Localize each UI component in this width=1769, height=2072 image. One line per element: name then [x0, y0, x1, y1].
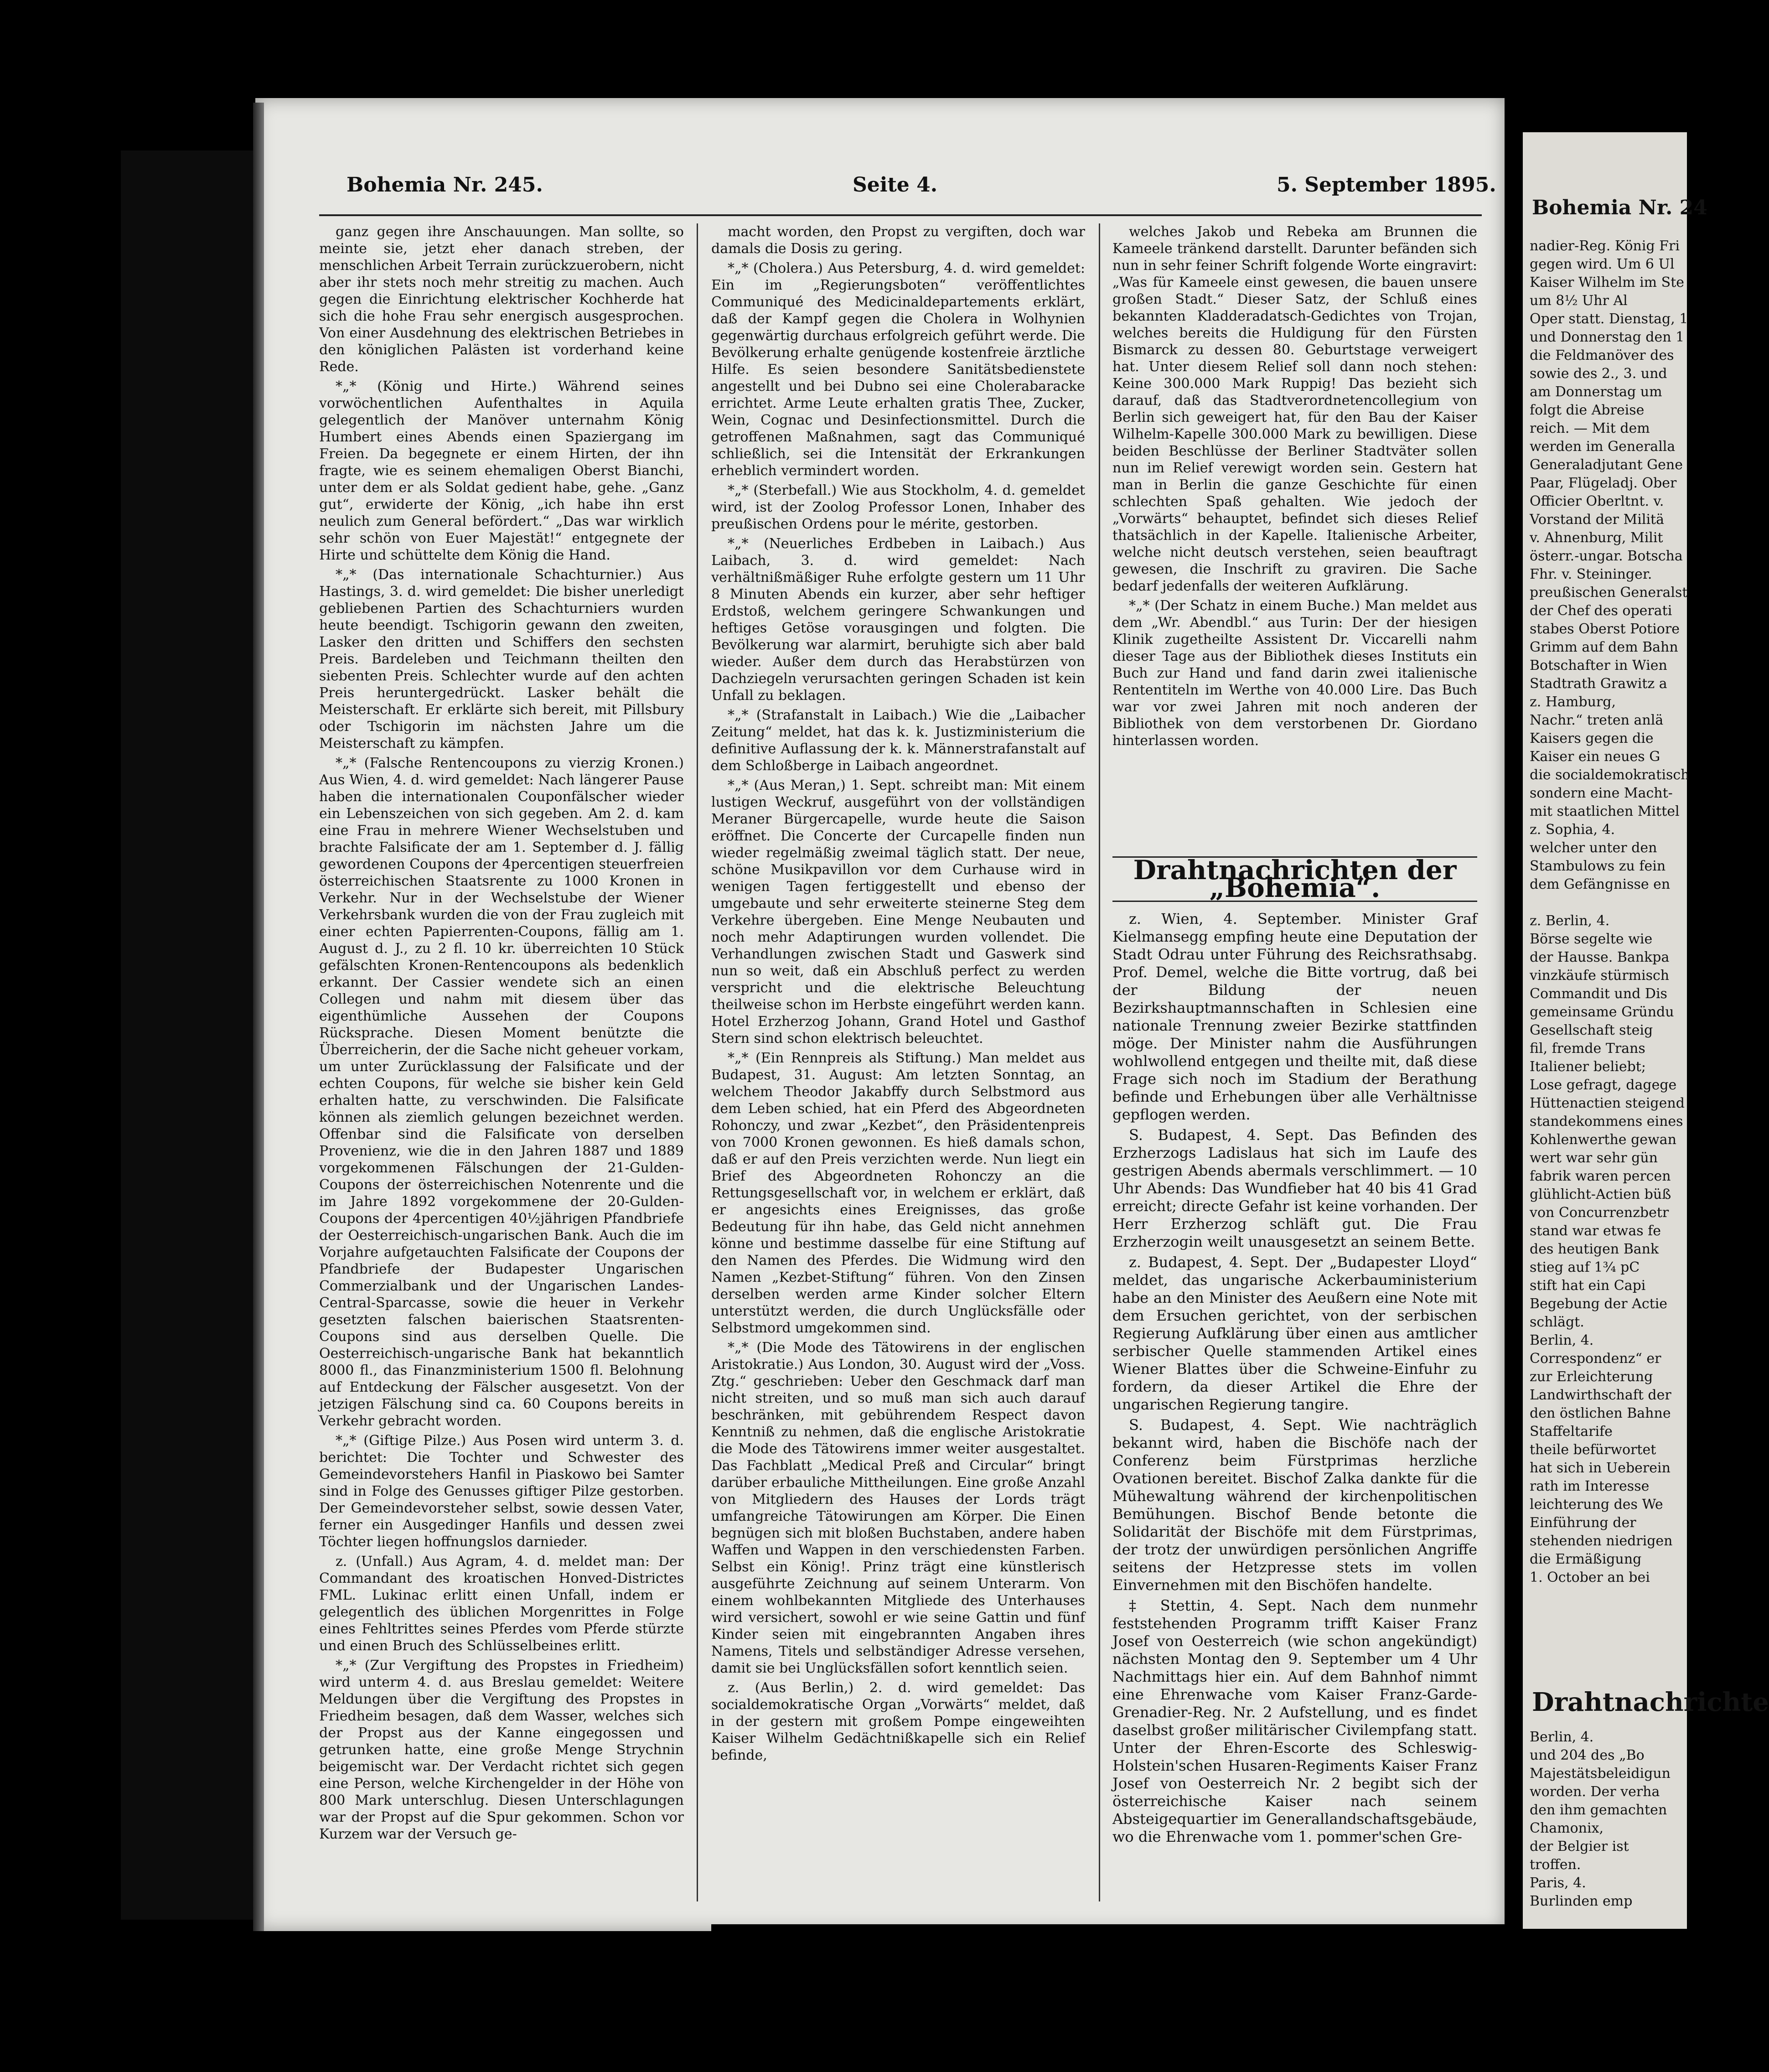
header-date: 5. September 1895.	[1277, 173, 1496, 197]
next-page-line: vinzkäufe stürmisch	[1530, 968, 1670, 984]
dispatch-paragraph: S. Budapest, 4. Sept. Das Befinden des Erzherzogs Ladislaus hat sich im Laufe des gestrigen Abends abermals verschlimmert. — 10 Uhr Abends: Das Wundfieber hat 40 bis 41 Grad erreicht; directe Gefahr ist keine vorhanden. Der Herr Erzherzog schläft gut. Die Frau Erzherzogin weilt unausgesetzt an seinem Bette.	[1112, 1126, 1477, 1250]
next-page-line: gegen wird. Um 6 Ul	[1530, 256, 1675, 272]
next-page-line: z. Hamburg,	[1530, 694, 1616, 710]
next-page-line: z. Sophia, 4.	[1530, 822, 1615, 838]
next-page-line: dem Gefängnisse en	[1530, 876, 1671, 892]
next-page-line: der Belgier ist	[1530, 1839, 1629, 1854]
next-page-line: Vorstand der Militä	[1530, 512, 1664, 528]
article-paragraph: *„* (Zur Vergiftung des Propstes in Friedheim) wird unterm 4. d. aus Breslau gemeldet: Weitere Meldungen über die Vergiftung des Propstes in Friedheim besagen, daß dem Wasser, welches sich der Propst aus der Kanne eingegossen und getrunken hatte, eine große Menge Strychnin beigemischt war. Der Verdacht richtet sich gegen eine Person, welche Kirchengelder in der Höhe von 800 Mark unterschlug. Diesen Unterschlagungen war der Propst auf die Spur gekommen. Schon vor Kurzem war der Versuch ge-	[319, 1658, 684, 1842]
next-page-line: Kaiser Wilhelm im Ste	[1530, 275, 1685, 290]
next-page-line: nadier-Reg. König Fri	[1530, 238, 1680, 254]
next-page-line: reich. — Mit dem	[1530, 420, 1650, 436]
next-page-line: Stambulows zu fein	[1530, 858, 1666, 874]
next-page-line: österr.-ungar. Botscha	[1530, 548, 1683, 564]
next-page-line: Kohlenwerthe gewan	[1530, 1132, 1676, 1148]
next-page-line: fabrik waren percen	[1530, 1168, 1671, 1184]
next-page-line: Correspondenz“ er	[1530, 1351, 1661, 1367]
next-page-line: 1. October an bei	[1530, 1570, 1650, 1585]
next-page-dispatch-heading: Drahtnachrichte	[1532, 1687, 1769, 1717]
next-page-line: den östlichen Bahne	[1530, 1405, 1671, 1421]
article-paragraph: *„* (Das internationale Schachturnier.) Aus Hastings, 3. d. wird gemeldet: Die bisher unerledigt gebliebenen Partien des Schachturniers wurden heute beendigt. Tschigorin gewann den zweiten, Lasker den dritten und Schiffers den sechsten Preis. Bardeleben und Teichmann theilten den siebenten Preis. Schlechter wurde auf den achten Preis heruntergedrückt. Lasker behält die Meisterschaft. Er erklärte sich bereit, mit Pillsbury oder Tschigorin im nächsten Jahre um die Meisterschaft zu kämpfen.	[319, 567, 684, 751]
next-page-line: z. Berlin, 4.	[1530, 913, 1610, 929]
next-page-line	[1530, 894, 1678, 912]
next-page-line: wert war sehr gün	[1530, 1150, 1658, 1166]
next-page-line: Burlinden emp	[1530, 1893, 1633, 1909]
dispatch-paragraph: S. Budapest, 4. Sept. Wie nachträglich bekannt wird, haben die Bischöfe nach der Conferenz beim Fürstprimas herzliche Ovationen bereitet. Bischof Zalka dankte für die Mühewaltung während der kirchenpolitischen Bemühungen. Bischof Bende betonte die Solidarität der Bischöfe mit dem Fürstprimas, der trotz der unwürdigen persönlichen Angriffe seitens der Hetzpresse stets im vollen Einvernehmen mit den Bischöfen handelte.	[1112, 1416, 1477, 1594]
dispatch-paragraph: z. Wien, 4. September. Minister Graf Kielmansegg empfing heute eine Deputation der Stadt Odrau unter Führung des Reichsrathsabg. Prof. Demel, welche die Bitte vortrug, daß bei der Bildung der neuen Bezirkshauptmannschaften in Schlesien eine nationale Trennung zweier Bezirke stattfinden möge. Der Minister nahm die Ausführungen wohlwollend entgegen und theilte mit, daß diese Frage sich noch im Stadium der Berathung befinde und Erhebungen über alle Verhältnisse gepflogen werden.	[1112, 910, 1477, 1123]
next-page-line: glühlicht-Actien büß	[1530, 1186, 1671, 1202]
next-page-line: theile befürwortet	[1530, 1442, 1656, 1458]
next-page-line: stabes Oberst Potiore	[1530, 621, 1680, 637]
article-paragraph: *„* (Giftige Pilze.) Aus Posen wird unterm 3. d. berichtet: Die Tochter und Schwester des Gemeindevorstehers Hanfil in Piaskowo bei Samter sind in Folge des Genusses giftiger Pilze gestorben. Der Gemeindevorsteher selbst, sowie dessen Vater, ferner ein Ausgedinger Hanfils und dessen zwei Töchter liegen hoffnungslos darnieder.	[319, 1433, 684, 1550]
next-page-line: Nachr.“ treten anlä	[1530, 712, 1664, 728]
next-page-line: am Donnerstag um	[1530, 384, 1662, 400]
next-page-line: hat sich in Ueberein	[1530, 1460, 1671, 1476]
next-page-line: Stadtrath Grawitz a	[1530, 676, 1667, 692]
article-paragraph: z. (Unfall.) Aus Agram, 4. d. meldet man: Der Commandant des kroatischen Honved-Districtes FML. Lukinac erlitt einen Unfall, indem er gelegentlich des üblichen Morgenrittes in Folge eines Fehltrittes seines Pferdes vom Pferde stürzte und einen Bruch des Schlüsselbeines erlitt.	[319, 1554, 684, 1654]
next-page-line: von Concurrenzbetr	[1530, 1205, 1669, 1221]
next-page-line: Börse segelte wie	[1530, 931, 1653, 947]
article-column-1	[319, 223, 684, 1920]
article-paragraph: welches Jakob und Rebeka am Brunnen die Kameele tränkend darstellt. Darunter befänden sich nun in sehr feiner Schrift folgende Worte eingravirt: „Was für Kameele einst gewesen, die bauen unsere großen Stadt.“ Dieser Satz, der Schluß eines bekannten Kladderadatsch-Gedichtes von Trojan, welches bereits die Huldigung für den Fürsten Bismarck zu dessen 80. Geburtstage verweigert hat. Unter diesem Relief soll dann noch stehen: Keine 300.000 Mark Ruppig! Das bezieht sich darauf, daß das Stadtverordnetencollegium von Berlin sich geweigert hat, für den Bau der Kaiser Wilhelm-Kapelle 300.000 Mark zu bewilligen. Diese beiden Beschlüsse der Berliner Stadtväter sollen nun im Relief verewigt worden sein. Gestern hat man in Berlin die ganze Geschichte für einen schlechten Spaß gehalten. Wie jedoch der „Vorwärts“ behauptet, befindet sich dieses Relief thatsächlich in der Kapelle. Italienische Arbeiter, welche nicht deutsch verstehen, seien beauftragt gewesen, die Inschrift zu graviren. Die Sache bedarf jedenfalls der weiteren Aufklärung.	[1112, 224, 1477, 594]
article-column-3	[1112, 223, 1477, 844]
next-page-line: Fhr. v. Steininger.	[1530, 566, 1652, 582]
next-page-line: worden. Der verha	[1530, 1784, 1660, 1800]
article-paragraph: *„* (Sterbefall.) Wie aus Stockholm, 4. d. gemeldet wird, ist der Zoolog Professor Lonen, Inhaber des preußischen Ordens pour le mérite, gestorben.	[711, 482, 1085, 532]
next-page-line: die Feldmanöver des	[1530, 347, 1674, 363]
next-page-line: Botschafter in Wien	[1530, 658, 1667, 673]
next-page-line: standekommens eines	[1530, 1114, 1683, 1129]
next-page-line: zur Erleichterung	[1530, 1369, 1653, 1385]
article-paragraph: *„* (Ein Rennpreis als Stiftung.) Man meldet aus Budapest, 31. August: Am letzten Sonntag, an welchem Theodor Jakabffy durch Selbstmord aus dem Leben schied, hat ein Pferd des Abgeordneten Rohonczy, und zwar „Kezbet“, den Präsidentenpreis von 7000 Kronen gewonnen. Es hieß damals schon, daß er auf den Preis verzichten werde. Nun liegt ein Brief des Abgeordneten Rohonczy an die Rettungsgesellschaft vor, in welchem er erklärt, daß er angesichts eines Ereignisses, das große Bedeutung für ihn habe, das Geld nicht annehmen könne und bestimme dasselbe für eine Stiftung auf den Namen des Pferdes. Die Widmung wird den Namen „Kezbet-Stiftung“ führen. Von den Zinsen derselben werden arme Kinder solcher Eltern unterstützt werden, die durch Unglücksfälle oder Selbstmord umgekommen sind.	[711, 1050, 1085, 1336]
next-page-line: Commandit und Dis	[1530, 986, 1667, 1002]
next-page-line: gemeinsame Gründu	[1530, 1004, 1674, 1020]
next-page-line: stift hat ein Capi	[1530, 1278, 1646, 1294]
next-page-line: Lose gefragt, dagege	[1530, 1077, 1677, 1093]
article-paragraph: ganz gegen ihre Anschauungen. Man sollte, so meinte sie, jetzt eher danach streben, der menschlichen Arbeit Terrain zurückzuerobern, nicht aber ihr stets noch mehr streitig zu machen. Auch gegen die Einrichtung elektrischer Kochherde hat sich die hohe Frau sehr energisch ausgesprochen. Von einer Ausdehnung des elektrischen Betriebes in den königlichen Palästen ist vorderhand keine Rede.	[319, 224, 684, 375]
next-page-line: sondern eine Macht-	[1530, 785, 1673, 801]
next-page-line: Landwirthschaft der	[1530, 1387, 1671, 1403]
next-page-line: Majestätsbeleidigun	[1530, 1766, 1671, 1782]
next-page-line: die Ermäßigung	[1530, 1551, 1642, 1567]
article-paragraph: z. (Aus Berlin,) 2. d. wird gemeldet: Das socialdemokratische Organ „Vorwärts“ meldet, daß in der gestern mit großem Pompe eingeweihten Kaiser Wilhelm Gedächtnißkapelle sich ein Relief befinde,	[711, 1680, 1085, 1763]
header-page-number: Seite 4.	[853, 173, 938, 197]
next-page-line: stand war etwas fe	[1530, 1223, 1661, 1239]
next-page-line: um 8½ Uhr Al	[1530, 293, 1628, 309]
next-page-line: Berlin, 4.	[1530, 1332, 1594, 1348]
article-paragraph: *„* (Aus Meran,) 1. Sept. schreibt man: Mit einem lustigen Weckruf, ausgeführt von der vollständigen Meraner Bürgercapelle, wurde heute die Saison eröffnet. Die Concerte der Curcapelle finden nun wieder regelmäßig zweimal täglich statt. Der neue, schöne Musikpavillon vor dem Curhause wird in wenigen Tagen fertiggestellt und ebenso der umgebaute und sehr erweiterte steinerne Steg dem Verkehre übergeben. Eine Menge Neubauten und noch mehr Adaptirungen wurden vollendet. Die Verhandlungen zwischen Stadt und Gaswerk sind nun so weit, daß ein Abschluß perfect zu werden verspricht und die elektrische Beleuchtung theilweise schon im Herbste eingeführt werden kann. Hotel Erzherzog Johann, Grand Hotel und Gasthof Stern sind schon elektrisch beleuchtet.	[711, 777, 1085, 1046]
next-page-line: Grimm auf dem Bahn	[1530, 639, 1678, 655]
book-spine	[121, 150, 274, 1920]
article-paragraph: *„* (König und Hirte.) Während seines vorwöchentlichen Aufenthaltes in Aquila gelegentlich der Manöver unternahm König Humbert eines Abends einen Spaziergang im Freien. Da begegnete er einem Hirten, der ihn fragte, wie es seinem ehemaligen Oberst Bianchi, unter dem er als Soldat gedient habe, gehe. „Ganz gut“, erwiderte der König, „ich habe ihn erst neulich zum General befördert.“ „Das war wirklich sehr schön von Euer Majestät!“ entgegnete der Hirte und schüttelte dem König die Hand.	[319, 378, 684, 563]
next-page-text	[1530, 237, 1690, 1901]
next-page-line: der Hausse. Bankpa	[1530, 949, 1670, 965]
next-page-line: welcher unter den	[1530, 840, 1657, 856]
next-page-line: mit staatlichen Mittel	[1530, 803, 1680, 819]
article-paragraph: *„* (Die Mode des Tätowirens in der englischen Aristokratie.) Aus London, 30. August wird der „Voss. Ztg.“ geschrieben: Ueber den Geschmack darf man nicht streiten, und so muß man sich auch darauf beschränken, mit gebührendem Respect davon Kenntniß zu nehmen, daß die englische Aristokratie die Mode des Tätowirens immer weiter ausgestaltet. Das Fachblatt „Medical Preß and Circular“ bringt darüber erbauliche Mittheilungen. Eine große Anzahl von Mitgliedern des Hauses der Lords trägt umfangreiche Tätowirungen am Körper. Die Einen begnügen sich mit bloßen Buchstaben, andere haben Waffen und Wappen in den verschiedensten Farben. Selbst ein König!. Prinz trägt eine künstlerisch ausgeführte Zeichnung auf seinem Unterarm. Von einem wohlbekannten Mitgliede des Unterhauses wird versichert, sowohl er wie seine Gattin und fünf Kinder seien mit eingebrannten Angaben ihres Namens, Titels und selbständiger Adresse versehen, damit sie bei Unglücksfällen sofort kenntlich seien.	[711, 1340, 1085, 1676]
next-page-line: Berlin, 4.	[1530, 1729, 1594, 1745]
next-page-line: Officier Oberltnt. v.	[1530, 493, 1664, 509]
next-page-line: sowie des 2., 3. und	[1530, 366, 1667, 382]
next-page-line: preußischen Generalst	[1530, 585, 1688, 601]
article-paragraph: *„* (Cholera.) Aus Petersburg, 4. d. wird gemeldet: Ein im „Regierungsboten“ veröffentlichtes Communiqué des Medicinaldepartements erklärt, daß der Kampf gegen die Cholera in Wolhynien gegenwärtig durchaus erfolgreich geführt werde. Die Bevölkerung erhalte genügende kostenfreie ärztliche Hilfe. Es seien besondere Sanitätsbedienstete angestellt und bei Dubno sei eine Cholerabaracke errichtet. Arme Leute erhalten gratis Thee, Zucker, Wein, Cognac und Desinfectionsmittel. Durch die getroffenen Maßnahmen, sagt das Communiqué schließlich, sei die Intensität der Erkrankungen erheblich vermindert worden.	[711, 260, 1085, 479]
page-edge	[253, 103, 264, 1931]
next-page-line: Oper statt. Dienstag, 1	[1530, 311, 1688, 327]
article-paragraph: *„* (Strafanstalt in Laibach.) Wie die „Laibacher Zeitung“ meldet, hat das k. k. Justizministerium die definitive Auflassung der k. k. Männerstrafanstalt auf dem Schloßberge in Laibach angeordnet.	[711, 707, 1085, 774]
next-page-line: stieg auf 1¾ pC	[1530, 1259, 1640, 1275]
article-paragraph: *„* (Neuerliches Erdbeben in Laibach.) Aus Laibach, 3. d. wird gemeldet: Nach verhältnißmäßiger Ruhe erfolgte gestern um 11 Uhr 8 Minuten Abends ein kurzer, aber sehr heftiger Erdstoß, welchem geringere Schwankungen und heftiges Getöse vorausgingen und folgten. Die Bevölkerung war alarmirt, beruhigte sich aber bald wieder. Außer dem durch das Herabstürzen von Dachziegeln verursachten geringen Schaden ist kein Unfall zu beklagen.	[711, 536, 1085, 704]
next-page-header: Bohemia Nr. 24	[1532, 196, 1707, 219]
next-page-line: folgt die Abreise	[1530, 402, 1645, 418]
next-page-line: und 204 des „Bo	[1530, 1747, 1645, 1763]
next-page-line: Kaiser ein neues G	[1530, 749, 1660, 765]
next-page-line: Begebung der Actie	[1530, 1296, 1668, 1312]
next-page-line: Kaisers gegen die	[1530, 730, 1654, 746]
next-page-line: Generaladjutant Gene	[1530, 457, 1683, 473]
column-divider	[697, 223, 698, 1901]
next-page-line: Hüttenactien steigend	[1530, 1095, 1685, 1111]
dispatch-paragraph: ‡ Stettin, 4. Sept. Nach dem nunmehr feststehenden Programm trifft Kaiser Franz Josef von Oesterreich (wie schon angekündigt) nächsten Montag den 9. September um 4 Uhr Nachmittags hier ein. Auf dem Bahnhof nimmt eine Ehrenwache vom Kaiser Franz-Garde-Grenadier-Reg. Nr. 2 Aufstellung, und es findet daselbst großer militärischer Civilempfang statt. Unter der Ehren-Escorte des Schleswig-Holstein'schen Husaren-Regiments Kaiser Franz Josef von Oesterreich Nr. 2 begibt sich der österreichische Kaiser nach seinem Absteigequartier im Generallandschaftsgebäude, wo die Ehrenwache vom 1. pommer'schen Gre-	[1112, 1597, 1477, 1845]
next-page-line: schlägt.	[1530, 1314, 1584, 1330]
next-page-line: Chamonix,	[1530, 1820, 1604, 1836]
dispatches-heading: Drahtnachrichten der „Bohemia“.	[1112, 856, 1477, 902]
next-page-line: v. Ahnenburg, Milit	[1530, 530, 1663, 546]
next-page-line: Staffeltarife	[1530, 1424, 1613, 1440]
next-page-line: stehenden niedrigen	[1530, 1533, 1673, 1549]
background-shadow	[711, 1924, 1523, 2072]
next-page-line: Einführung der	[1530, 1515, 1636, 1531]
next-page-line: Gesellschaft steig	[1530, 1022, 1653, 1038]
article-paragraph: macht worden, den Propst zu vergiften, doch war damals die Dosis zu gering.	[711, 224, 1085, 257]
dispatches-section	[1112, 848, 1477, 1915]
next-page-line: des heutigen Bank	[1530, 1241, 1659, 1257]
next-page-line: leichterung des We	[1530, 1497, 1663, 1513]
next-page-line: die socialdemokratisch	[1530, 767, 1690, 783]
article-paragraph: *„* (Der Schatz in einem Buche.) Man meldet aus dem „Wr. Abendbl.“ aus Turin: Der der hiesigen Klinik zugetheilte Assistent Dr. Viccarelli nahm dieser Tage aus der Bibliothek dieses Instituts ein Buch zur Hand und fand darin zwei italienische Rententiteln im Werthe von 40.000 Lire. Das Buch war vor zwei Jahren mit noch anderen der Bibliothek von dem verstorbenen Dr. Giordano hinterlassen worden.	[1112, 598, 1477, 749]
next-page-line: und Donnerstag den 1	[1530, 329, 1685, 345]
article-column-2	[711, 223, 1085, 1920]
next-page-line: rath im Interesse	[1530, 1478, 1650, 1494]
header-rule	[319, 214, 1482, 216]
next-page-line: fil, fremde Trans	[1530, 1041, 1645, 1057]
next-page-line: Paar, Flügeladj. Ober	[1530, 475, 1677, 491]
next-page-line: Italiener beliebt;	[1530, 1059, 1646, 1075]
next-page-line: Paris, 4.	[1530, 1875, 1586, 1891]
next-page-line: werden im Generalla	[1530, 439, 1676, 455]
dispatch-paragraph: z. Budapest, 4. Sept. Der „Budapester Lloyd“ meldet, das ungarische Ackerbauministerium habe an den Minister des Aeußern eine Note mit dem Ersuchen gerichtet, von der serbischen Regierung Aufklärung über einen aus amtlicher serbischer Quelle stammenden Artikel eines Wiener Blattes über die Schweine-Einfuhr zu fordern, da dieser Artikel die Ehre der ungarischen Regierung tangire.	[1112, 1254, 1477, 1413]
next-page-line: troffen.	[1530, 1857, 1581, 1873]
header-title: Bohemia Nr. 245.	[347, 173, 543, 197]
next-page-line: der Chef des operati	[1530, 603, 1672, 619]
next-page-text-lower	[1530, 1728, 1678, 1920]
article-paragraph: *„* (Falsche Rentencoupons zu vierzig Kronen.) Aus Wien, 4. d. wird gemeldet: Nach längerer Pause haben die internationalen Couponfälscher wieder ein Lebenszeichen von sich gegeben. Am 2. d. kam eine Frau in mehrere Wiener Wechselstuben und brachte Falsificate der am 1. September d. J. fällig gewordenen Coupons der 4percentigen steuerfreien österreichischen Staatsrente zu 1000 Kronen in Verkehr. Nur in der Wechselstube der Wiener Verkehrsbank wurden die von der Frau zugleich mit einer echten Papierrenten-Coupons, fällig am 1. August d. J., zu 2 fl. 10 kr. überreichten 10 Stück gefälschten Kronen-Rentencoupons als bedenklich erkannt. Der Cassier wendete sich an einen Collegen und nahm mit diesem über das eigenthümliche Aussehen der Coupons Rücksprache. Diesen Moment benützte die Überreicherin, der die Sache nicht geheuer vorkam, um unter Zurücklassung der Falsificate und der echten Coupons, für welche sie bisher kein Geld erhalten hatte, zu verschwinden. Die Falsificate können als ziemlich gelungen bezeichnet werden. Offenbar sind die Falsificate von derselben Provenienz, wie die in den Jahren 1887 und 1889 vorgekommenen Fälschungen der 21-Gulden-Coupons der österreichischen Notenrente und die im Jahre 1892 vorgekommene der 20-Gulden-Coupons der 4percentigen 40½jährigen Pfandbriefe der Oesterreichisch-ungarischen Bank. Auch die im Vorjahre aufgetauchten Falsificate der Coupons der Pfandbriefe der Budapester Ungarischen Commerzialbank und der Ungarischen Landes-Central-Sparcasse, sowie die heuer in Verkehr gesetzten falschen baierischen Staatsrenten-Coupons sind aus derselben Quelle. Die Oesterreichisch-ungarische Bank hat bekanntlich 8000 fl., das Finanzministerium 1500 fl. Belohnung auf Entdeckung der Fälscher ausgesetzt. Von der jetzigen Fälschung sind ca. 60 Coupons bereits in Verkehr gebracht worden.	[319, 755, 684, 1429]
column-divider	[1099, 223, 1100, 1901]
page-header	[347, 173, 1496, 210]
next-page-line: den ihm gemachten	[1530, 1802, 1667, 1818]
